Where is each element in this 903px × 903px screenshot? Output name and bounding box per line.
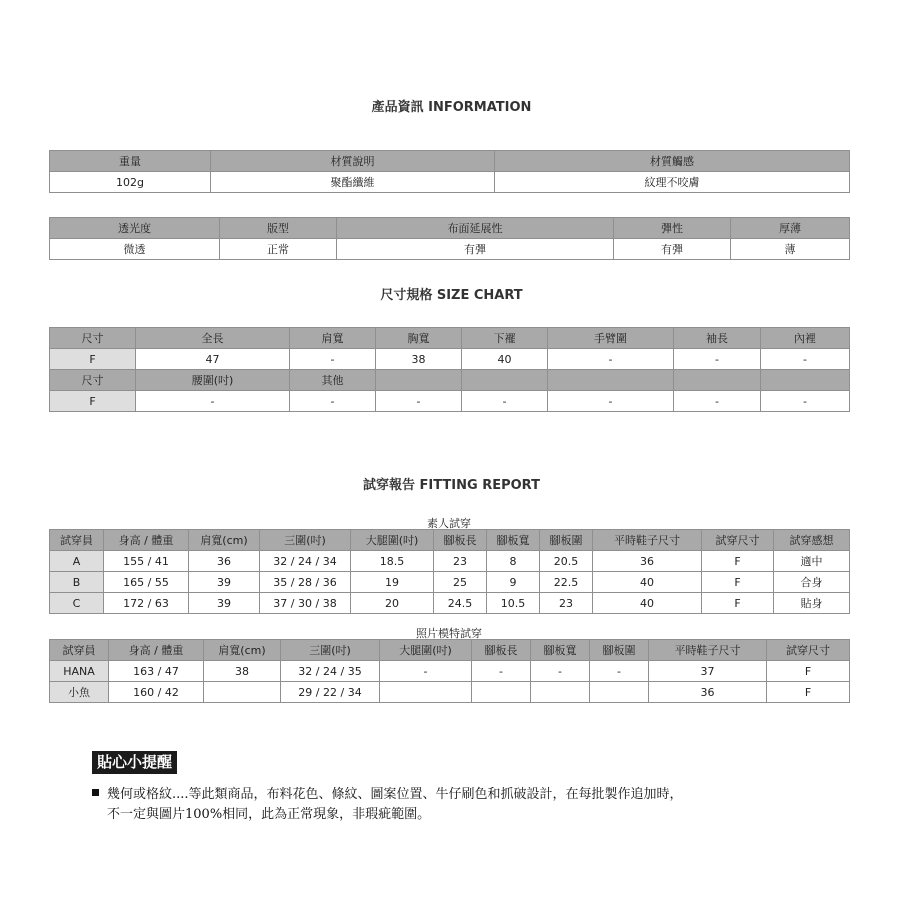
size-value-cell: - — [761, 391, 850, 412]
table-cell — [472, 682, 531, 703]
table-cell: 18.5 — [351, 551, 434, 572]
thickness-value: 薄 — [731, 239, 850, 260]
table-cell: F — [767, 661, 850, 682]
size-header-cell: 袖長 — [674, 328, 761, 349]
amateur-header-row — [50, 530, 850, 551]
size-header-cell: 手臂圍 — [548, 328, 674, 349]
table-cell: F — [767, 682, 850, 703]
table-cell: - — [531, 661, 590, 682]
size-value-row-1 — [50, 349, 850, 370]
table-cell: - — [590, 661, 649, 682]
stretch-value: 有彈 — [337, 239, 614, 260]
tried-size-header: 試穿尺寸 — [702, 530, 774, 551]
table-cell: 155 / 41 — [104, 551, 189, 572]
fit-header: 版型 — [220, 218, 337, 239]
fitter-name: 小魚 — [50, 682, 109, 703]
table-cell: F — [702, 551, 774, 572]
table-cell — [531, 682, 590, 703]
size-value-cell: 40 — [462, 349, 548, 370]
table-row — [50, 572, 850, 593]
size-value-cell: - — [674, 349, 761, 370]
measurements-header: 三圍(吋) — [260, 530, 351, 551]
size-header-cell: 其他 — [290, 370, 376, 391]
shoulder-header: 肩寬(cm) — [204, 640, 281, 661]
info-table-2-header-row — [50, 218, 850, 239]
material-header: 材質說明 — [211, 151, 495, 172]
elasticity-value: 有彈 — [614, 239, 731, 260]
table-cell: 29 / 22 / 34 — [281, 682, 380, 703]
size-chart-table — [49, 327, 850, 412]
table-cell: F — [702, 572, 774, 593]
size-header-row-2 — [50, 370, 850, 391]
table-cell: 20.5 — [540, 551, 593, 572]
size-value-cell: 38 — [376, 349, 462, 370]
table-cell — [204, 682, 281, 703]
size-value-cell: - — [376, 391, 462, 412]
table-cell: 39 — [189, 572, 260, 593]
table-cell: 8 — [487, 551, 540, 572]
bullet-icon — [92, 789, 99, 796]
info-table-1 — [49, 150, 850, 193]
table-cell — [590, 682, 649, 703]
table-cell: 10.5 — [487, 593, 540, 614]
size-value-cell: - — [548, 349, 674, 370]
table-cell: 適中 — [774, 551, 850, 572]
notice-line-1-text: 幾何或格紋....等此類商品，布料花色、條紋、圖案位置、牛仔刷色和抓破設計，在每批製作追加時， — [107, 787, 683, 802]
size-header-cell: 內裡 — [761, 328, 850, 349]
model-fitting-caption: 照片模特試穿 — [416, 627, 482, 640]
table-cell: 23 — [540, 593, 593, 614]
foot-girth-header: 腳板圍 — [590, 640, 649, 661]
shoe-size-header: 平時鞋子尺寸 — [649, 640, 767, 661]
table-cell: 貼身 — [774, 593, 850, 614]
info-table-1-header-row — [50, 151, 850, 172]
size-header-cell: 尺寸 — [50, 370, 136, 391]
notice-line-2: 不一定與圖片100%相同，此為正常現象，非瑕疵範圍。 — [107, 807, 431, 822]
fitter-header: 試穿員 — [50, 640, 109, 661]
table-row — [50, 593, 850, 614]
shoe-size-header: 平時鞋子尺寸 — [593, 530, 702, 551]
table-cell: 36 — [649, 682, 767, 703]
size-header-cell: 下襬 — [462, 328, 548, 349]
table-cell: - — [380, 661, 472, 682]
size-header-cell: 肩寬 — [290, 328, 376, 349]
measurements-header: 三圍(吋) — [281, 640, 380, 661]
texture-header: 材質觸感 — [495, 151, 850, 172]
info-title: 產品資訊 INFORMATION — [371, 100, 532, 115]
size-value-cell: 47 — [136, 349, 290, 370]
height-weight-header: 身高 / 體重 — [109, 640, 204, 661]
amateur-fitting-caption: 素人試穿 — [427, 517, 471, 530]
weight-value: 102g — [50, 172, 211, 193]
notice-tag: 貼心小提醒 — [92, 751, 177, 774]
thigh-header: 大腿圍(吋) — [351, 530, 434, 551]
elasticity-header: 彈性 — [614, 218, 731, 239]
table-cell: 23 — [434, 551, 487, 572]
foot-length-header: 腳板長 — [434, 530, 487, 551]
size-header-cell — [462, 370, 548, 391]
foot-length-header: 腳板長 — [472, 640, 531, 661]
size-header-cell — [548, 370, 674, 391]
table-cell: 24.5 — [434, 593, 487, 614]
table-cell: - — [472, 661, 531, 682]
table-row — [50, 682, 850, 703]
amateur-fitting-table — [49, 529, 850, 614]
transparency-header: 透光度 — [50, 218, 220, 239]
table-cell: 172 / 63 — [104, 593, 189, 614]
weight-header: 重量 — [50, 151, 211, 172]
size-value-cell: - — [290, 391, 376, 412]
foot-width-header: 腳板寬 — [487, 530, 540, 551]
size-header-cell — [674, 370, 761, 391]
model-fitting-table — [49, 639, 850, 703]
table-cell: 163 / 47 — [109, 661, 204, 682]
stretch-header: 布面延展性 — [337, 218, 614, 239]
model-header-row — [50, 640, 850, 661]
table-cell: 合身 — [774, 572, 850, 593]
fitter-name: HANA — [50, 661, 109, 682]
table-cell: 32 / 24 / 34 — [260, 551, 351, 572]
fitter-name: A — [50, 551, 104, 572]
table-cell: 36 — [189, 551, 260, 572]
size-label-cell: F — [50, 349, 136, 370]
table-cell: 9 — [487, 572, 540, 593]
table-cell: 19 — [351, 572, 434, 593]
info-table-2-value-row — [50, 239, 850, 260]
texture-value: 紋理不咬膚 — [495, 172, 850, 193]
table-cell: 37 — [649, 661, 767, 682]
height-weight-header: 身高 / 體重 — [104, 530, 189, 551]
thigh-header: 大腿圍(吋) — [380, 640, 472, 661]
info-table-1-value-row — [50, 172, 850, 193]
feedback-header: 試穿感想 — [774, 530, 850, 551]
fit-value: 正常 — [220, 239, 337, 260]
size-value-row-2 — [50, 391, 850, 412]
size-value-cell: - — [674, 391, 761, 412]
table-cell: F — [702, 593, 774, 614]
fitter-name: B — [50, 572, 104, 593]
size-header-cell: 胸寬 — [376, 328, 462, 349]
table-cell: 35 / 28 / 36 — [260, 572, 351, 593]
table-cell — [380, 682, 472, 703]
table-cell: 37 / 30 / 38 — [260, 593, 351, 614]
shoulder-header: 肩寬(cm) — [189, 530, 260, 551]
table-cell: 20 — [351, 593, 434, 614]
thickness-header: 厚薄 — [731, 218, 850, 239]
tried-size-header: 試穿尺寸 — [767, 640, 850, 661]
size-header-cell — [376, 370, 462, 391]
fitter-name: C — [50, 593, 104, 614]
foot-width-header: 腳板寬 — [531, 640, 590, 661]
size-header-cell: 尺寸 — [50, 328, 136, 349]
notice-line-1 — [92, 785, 812, 805]
material-value: 聚酯纖維 — [211, 172, 495, 193]
table-cell: 165 / 55 — [104, 572, 189, 593]
table-cell: 38 — [204, 661, 281, 682]
size-header-cell: 全長 — [136, 328, 290, 349]
transparency-value: 微透 — [50, 239, 220, 260]
table-cell: 22.5 — [540, 572, 593, 593]
size-value-cell: - — [761, 349, 850, 370]
table-cell: 36 — [593, 551, 702, 572]
size-value-cell: - — [548, 391, 674, 412]
table-cell: 32 / 24 / 35 — [281, 661, 380, 682]
size-header-row-1 — [50, 328, 850, 349]
notice-text — [92, 785, 812, 825]
foot-girth-header: 腳板圍 — [540, 530, 593, 551]
size-value-cell: - — [462, 391, 548, 412]
table-cell: 40 — [593, 572, 702, 593]
table-cell: 25 — [434, 572, 487, 593]
size-chart-title: 尺寸規格 SIZE CHART — [380, 288, 523, 303]
size-label-cell: F — [50, 391, 136, 412]
size-value-cell: - — [136, 391, 290, 412]
table-row — [50, 551, 850, 572]
size-header-cell — [761, 370, 850, 391]
table-cell: 39 — [189, 593, 260, 614]
size-header-cell: 腰圍(吋) — [136, 370, 290, 391]
fitter-header: 試穿員 — [50, 530, 104, 551]
table-row — [50, 661, 850, 682]
table-cell: 160 / 42 — [109, 682, 204, 703]
fitting-report-title: 試穿報告 FITTING REPORT — [363, 478, 540, 493]
size-value-cell: - — [290, 349, 376, 370]
info-table-2 — [49, 217, 850, 260]
table-cell: 40 — [593, 593, 702, 614]
